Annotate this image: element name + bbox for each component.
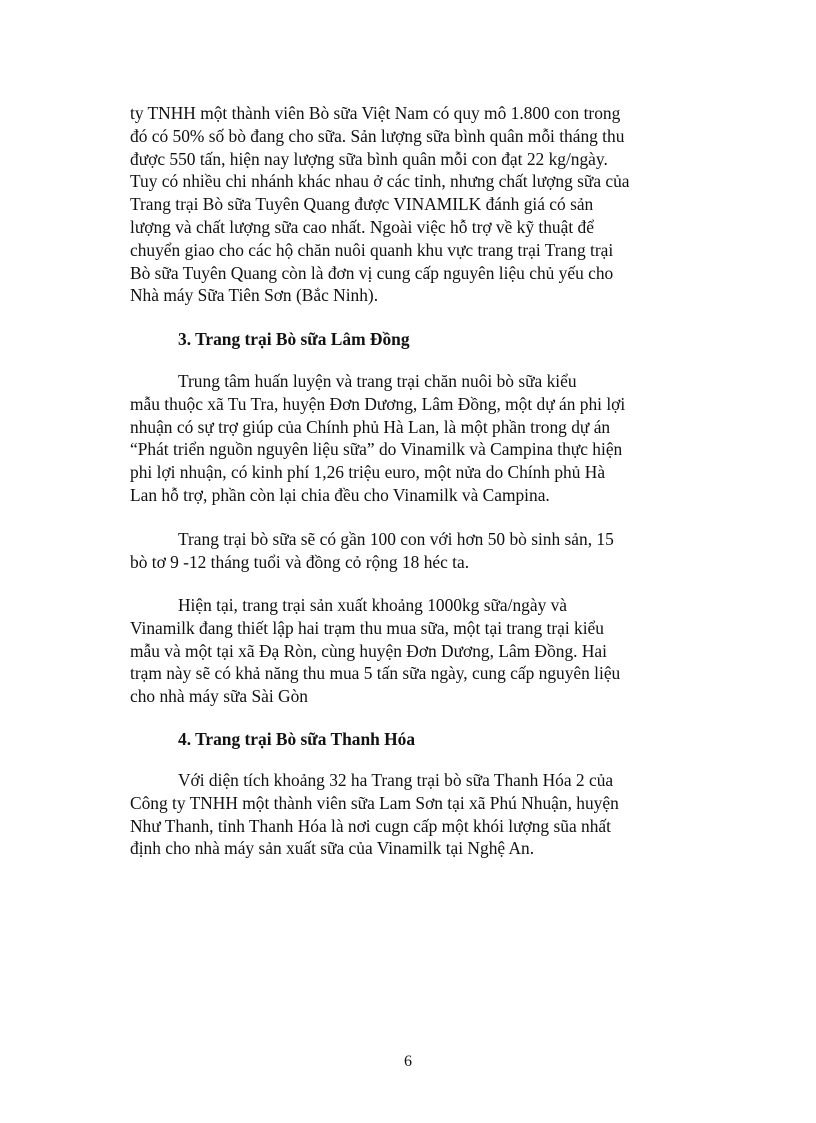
paragraph-line: mẫu thuộc xã Tu Tra, huyện Đơn Dương, Lâm Đồng, một dự án phi lợi <box>130 393 626 414</box>
paragraph-line: Như Thanh, tỉnh Thanh Hóa là nơi cugn cấp một khói lượng sũa nhất <box>130 815 611 836</box>
paragraph-line: “Phát triển nguồn nguyên liệu sữa” do Vinamilk và Campina thực hiện <box>130 439 623 460</box>
paragraph-line: Tuy có nhiều chi nhánh khác nhau ở các tỉnh, nhưng chất lượng sữa của <box>130 171 630 192</box>
paragraph-line: Công ty TNHH một thành viên sữa Lam Sơn tại xã Phú Nhuận, huyện <box>130 792 619 813</box>
paragraph-line: Với diện tích khoảng 32 ha Trang trại bò sữa Thanh Hóa 2 của <box>178 770 614 790</box>
paragraph-line: đó có 50% số bò đang cho sữa. Sản lượng sữa bình quân mỗi tháng thu <box>130 125 625 146</box>
paragraph-line: Bò sữa Tuyên Quang còn là đơn vị cung cấp nguyên liệu chủ yếu cho <box>130 262 614 283</box>
paragraph-line: trạm này sẽ có khả năng thu mua 5 tấn sữa ngày, cung cấp nguyên liệu <box>130 663 621 684</box>
paragraph-line: Trung tâm huấn luyện và trang trại chăn nuôi bò sữa kiểu <box>178 371 577 391</box>
paragraph-line: định cho nhà máy sản xuất sữa của Vinamilk tại Nghệ An. <box>130 838 535 859</box>
paragraph-line: Vinamilk đang thiết lập hai trạm thu mua sữa, một tại trang trại kiểu <box>130 617 604 638</box>
paragraph-line: cho nhà máy sữa Sài Gòn <box>130 686 308 707</box>
paragraph-line: Hiện tại, trang trại sản xuất khoảng 1000kg sữa/ngày và <box>178 595 568 615</box>
section-3-paragraph-3 <box>130 594 690 708</box>
paragraph-line: nhuận có sự trợ giúp của Chính phủ Hà Lan, là một phần trong dự án <box>130 416 611 437</box>
section-3-paragraph-2 <box>130 528 690 574</box>
paragraph-line: bò tơ 9 -12 tháng tuổi và đồng cỏ rộng 18 héc ta. <box>130 551 470 572</box>
paragraph-line: Nhà máy Sữa Tiên Sơn (Bắc Ninh). <box>130 285 379 306</box>
section-4-heading: 4. Trang trại Bò sữa Thanh Hóa <box>178 729 416 749</box>
paragraph-line: ty TNHH một thành viên Bò sữa Việt Nam có quy mô 1.800 con trong <box>130 103 621 123</box>
paragraph-line: Trang trại bò sữa sẽ có gần 100 con với hơn 50 bò sinh sản, 15 <box>178 529 614 549</box>
page-number: 6 <box>404 1053 412 1070</box>
paragraph-line: chuyển giao cho các hộ chăn nuôi quanh khu vực trang trại Trang trại <box>130 239 614 260</box>
section-3-paragraph-1 <box>130 370 690 507</box>
section-4-paragraph-1 <box>130 769 690 860</box>
paragraph-line: Trang trại Bò sữa Tuyên Quang được VINAMILK đánh giá có sản <box>130 194 594 215</box>
paragraph-line: phi lợi nhuận, có kinh phí 1,26 triệu euro, một nửa do Chính phủ Hà <box>130 462 606 483</box>
paragraph-line: được 550 tấn, hiện nay lượng sữa bình quân mỗi con đạt 22 kg/ngày. <box>130 148 608 169</box>
section-3-heading: 3. Trang trại Bò sữa Lâm Đồng <box>178 329 410 349</box>
intro-paragraph <box>130 102 690 307</box>
paragraph-line: Lan hỗ trợ, phần còn lại chia đều cho Vinamilk và Campina. <box>130 484 550 505</box>
paragraph-line: mẫu và một tại xã Đạ Ròn, cùng huyện Đơn Dương, Lâm Đồng. Hai <box>130 640 607 661</box>
paragraph-line: lượng và chất lượng sữa cao nhất. Ngoài việc hỗ trợ về kỹ thuật để <box>130 216 594 237</box>
